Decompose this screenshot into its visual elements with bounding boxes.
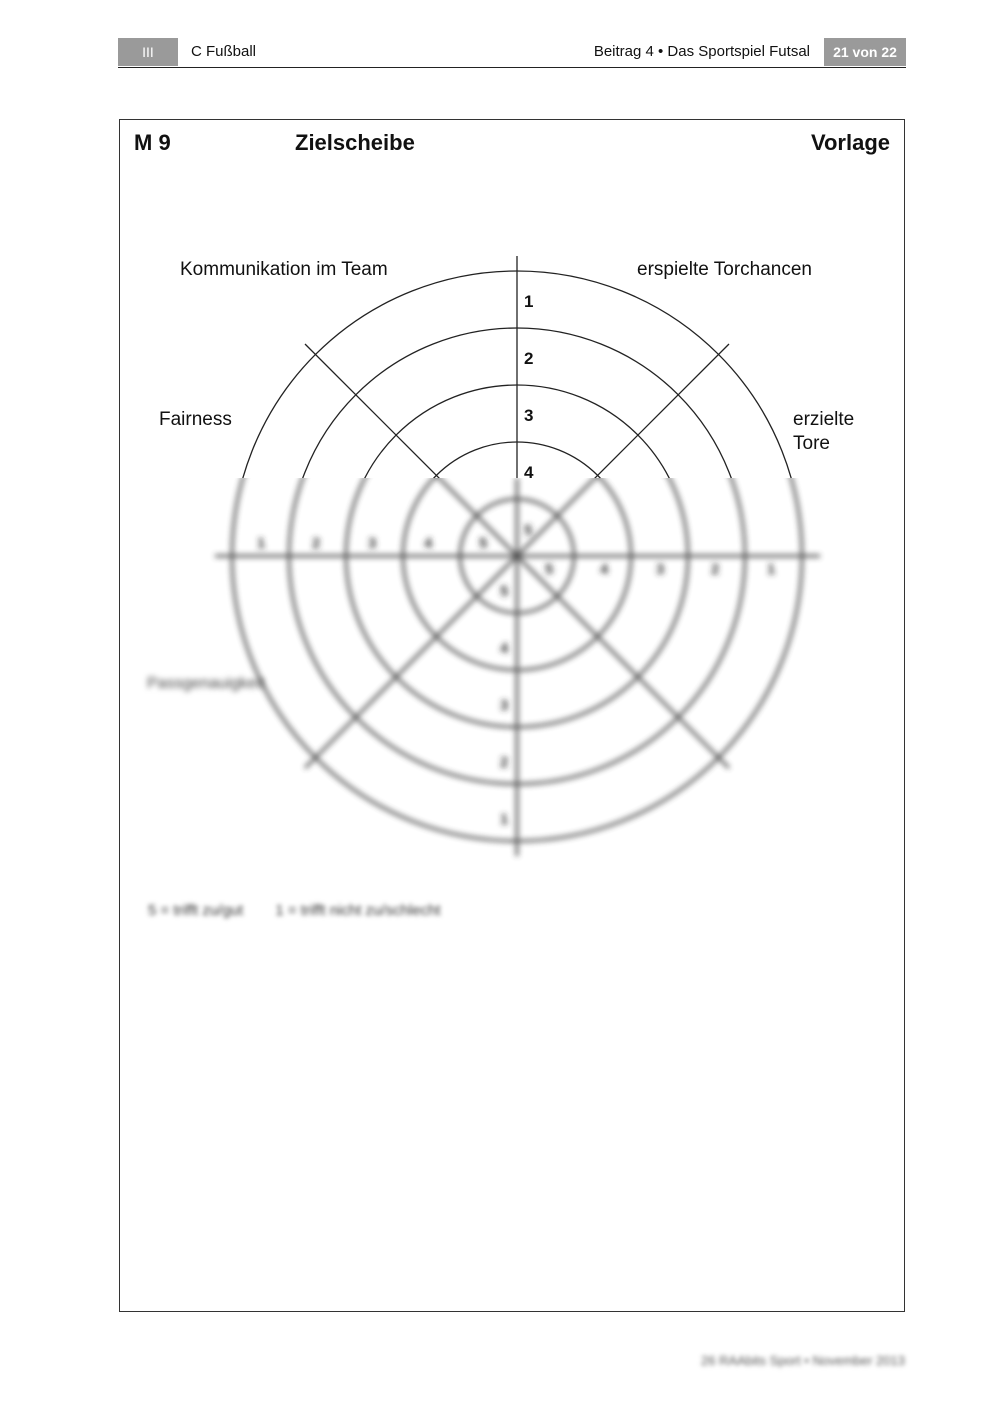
scale-tick-bottom-3: 3 [500, 697, 509, 714]
page-footer: 26 RAAbits Sport • November 2013 [701, 1353, 905, 1368]
category-label-torchancen: erspielte Torchancen [637, 259, 812, 280]
scale-tick-top-1: 1 [524, 292, 534, 311]
scale-tick-bottom-2: 2 [500, 754, 509, 771]
scale-tick-top-5: 5 [524, 522, 533, 539]
category-label-fairness: Fairness [159, 409, 232, 430]
scale-tick-bottom-1: 1 [500, 811, 509, 828]
scale-tick-left-5: 5 [479, 535, 488, 552]
material-type: Vorlage [810, 130, 890, 155]
material-label: M 9 [134, 130, 171, 155]
scale-tick-right-4: 4 [600, 561, 609, 578]
scale-tick-bottom-4: 4 [500, 640, 509, 657]
scale-tick-top-4: 4 [524, 463, 534, 482]
article-title: Beitrag 4 • Das Sportspiel Futsal [593, 43, 810, 60]
section-title: C Fußball [191, 43, 257, 60]
scale-tick-left-3: 3 [368, 535, 377, 552]
scale-tick-right-3: 3 [656, 561, 665, 578]
rating-legend [148, 902, 469, 919]
category-label-pass: Passgenauigkeit [147, 675, 265, 692]
category-label-tore: erzielte Tore [793, 409, 855, 454]
scale-tick-bottom-5: 5 [500, 583, 509, 600]
category-label-kommunikation: Kommunikation im Team [180, 259, 388, 280]
scale-tick-top-3: 3 [524, 406, 534, 425]
material-title: Zielscheibe [295, 130, 415, 155]
scale-tick-top-2: 2 [524, 349, 534, 368]
scale-tick-right-2: 2 [711, 561, 720, 578]
scale-tick-right-1: 1 [767, 561, 776, 578]
scale-tick-right-5: 5 [545, 561, 554, 578]
scale-tick-left-2: 2 [312, 535, 321, 552]
chapter-badge: III [118, 38, 178, 66]
legend-worst: 1 = trifft nicht zu/schlecht [275, 902, 441, 919]
scale-tick-left-1: 1 [257, 535, 266, 552]
legend-best: 5 = trifft zu/gut [148, 902, 244, 919]
scale-tick-left-4: 4 [424, 535, 433, 552]
page-number-badge: 21 von 22 [824, 38, 906, 66]
